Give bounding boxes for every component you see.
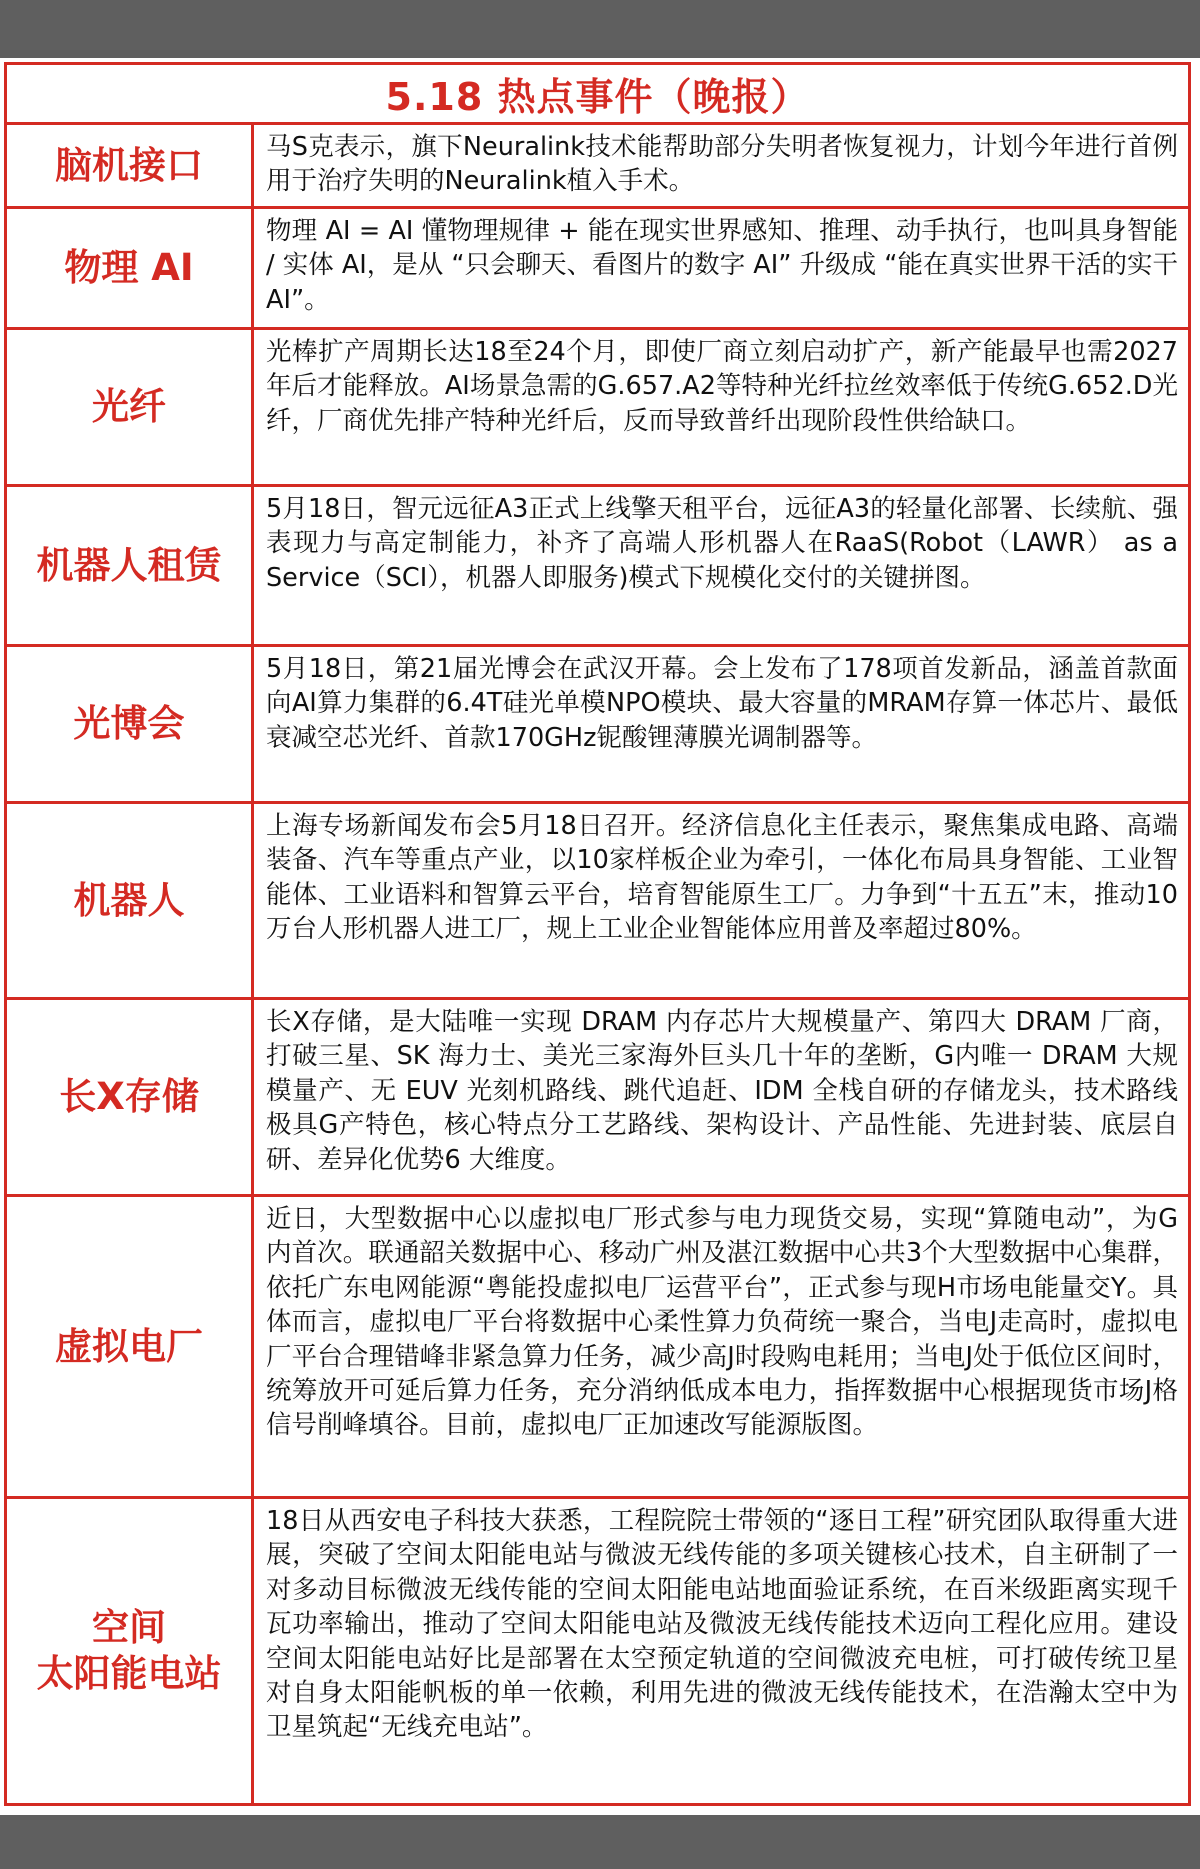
row-label: 机器人 [7, 804, 254, 997]
row-content: 5月18日，智元远征A3正式上线擎天租平台，远征A3的轻量化部署、长续航、强表现力与高定制能力，补齐了高端人形机器人在RaaS(Robot（LAWR） as a Service（SCI），机器人即服务)模式下规模化交付的关键拼图。 [266, 494, 1178, 593]
row-content: 光棒扩产周期长达18至24个月，即使厂商立刻启动扩产，新产能最早也需2027年后才能释放。AI场景急需的G.657.A2等特种光纤拉丝效率低于传统G.652.D光纤，厂商优先排产特种光纤后，反而导致普纤出现阶段性供给缺口。 [266, 337, 1178, 436]
row-label: 光博会 [7, 647, 254, 801]
row-label: 空间 太阳能电站 [7, 1499, 254, 1803]
row-content: 近日，大型数据中心以虚拟电厂形式参与电力现货交易，实现“算随电动”，为G内首次。联通韶关数据中心、移动广州及湛江数据中心共3个大型数据中心集群，依托广东电网能源“粤能投虚拟电厂运营平台”，正式参与现H市场电能量交Y。具体而言，虚拟电厂平台将数据中心柔性算力负荷统一聚合，当电J走高时，虚拟电厂平台合理错峰非紧急算力任务，减少高J时段购电耗用；当电J处于低位区间时，统筹放开可延后算力任务，充分消纳低成本电力，指挥数据中心根据现货市场J格信号削峰填谷。目前，虚拟电厂正加速改写能源版图。 [266, 1204, 1178, 1441]
row-content: 18日从西安电子科技大获悉，工程院院士带领的“逐日工程”研究团队取得重大进展，突破了空间太阳能电站与微波无线传能的多项关键核心技术，自主研制了一对多动目标微波无线传能的空间太阳能电站地面验证系统，在百米级距离实现千瓦功率输出，推动了空间太阳能电站及微波无线传能技术迈向工程化应用。建设空间太阳能电站好比是部署在太空预定轨道的空间微波充电桩，可打破传统卫星对自身太阳能帆板的单一依赖，利用先进的微波无线传能技术，在浩瀚太空中为卫星筑起“无线充电站”。 [266, 1506, 1178, 1743]
table-row [7, 487, 1188, 647]
news-table [4, 62, 1191, 1806]
page-title: 5.18 热点事件（晚报） [385, 75, 810, 119]
row-content: 马S克表示，旗下Neuralink技术能帮助部分失明者恢复视力，计划今年进行首例用于治疗失明的Neuralink植入手术。 [266, 132, 1178, 197]
table-row [7, 209, 1188, 330]
table-row [7, 1197, 1188, 1499]
table-row [7, 330, 1188, 487]
row-label: 物理 AI [7, 209, 254, 327]
row-label: 光纤 [7, 330, 254, 484]
table-row [7, 1000, 1188, 1197]
table-row [7, 125, 1188, 209]
row-content: 物理 AI = AI 懂物理规律 + 能在现实世界感知、推理、动手执行，也叫具身智能 / 实体 AI，是从 “只会聊天、看图片的数字 AI” 升级成 “能在真实世界干活的实干 AI”。 [266, 216, 1178, 315]
row-label: 脑机接口 [7, 125, 254, 206]
table-row [7, 647, 1188, 804]
row-content: 5月18日，第21届光博会在武汉开幕。会上发布了178项首发新品，涵盖首款面向AI算力集群的6.4T硅光单模NPO模块、最大容量的MRAM存算一体芯片、最低衰减空芯光纤、首款170GHz铌酸锂薄膜光调制器等。 [266, 654, 1178, 753]
top-bar [0, 0, 1200, 58]
row-label: 虚拟电厂 [7, 1197, 254, 1496]
row-label: 机器人租赁 [7, 487, 254, 644]
row-content: 长X存储，是大陆唯一实现 DRAM 内存芯片大规模量产、第四大 DRAM 厂商，打破三星、SK 海力士、美光三家海外巨头几十年的垄断，G内唯一 DRAM 大规模量产、无 EUV 光刻机路线、跳代追赶、IDM 全栈自研的存储龙头，技术路线极具G产特色，核心特点分工艺路线、架构设计、产品性能、先进封装、底层自研、差异化优势6 大维度。 [266, 1007, 1178, 1175]
news-sheet [0, 58, 1200, 1815]
row-content: 上海专场新闻发布会5月18日召开。经济信息化主任表示，聚焦集成电路、高端装备、汽车等重点产业，以10家样板企业为牵引，一体化布局具身智能、工业智能体、工业语料和智算云平台，培育智能原生工厂。力争到“十五五”末，推动10万台人形机器人进工厂，规上工业企业智能体应用普及率超过80%。 [266, 811, 1178, 945]
table-row [7, 1499, 1188, 1803]
row-label: 长X存储 [7, 1000, 254, 1194]
bottom-bar [0, 1815, 1200, 1869]
table-row [7, 804, 1188, 1000]
title-row [7, 65, 1188, 125]
